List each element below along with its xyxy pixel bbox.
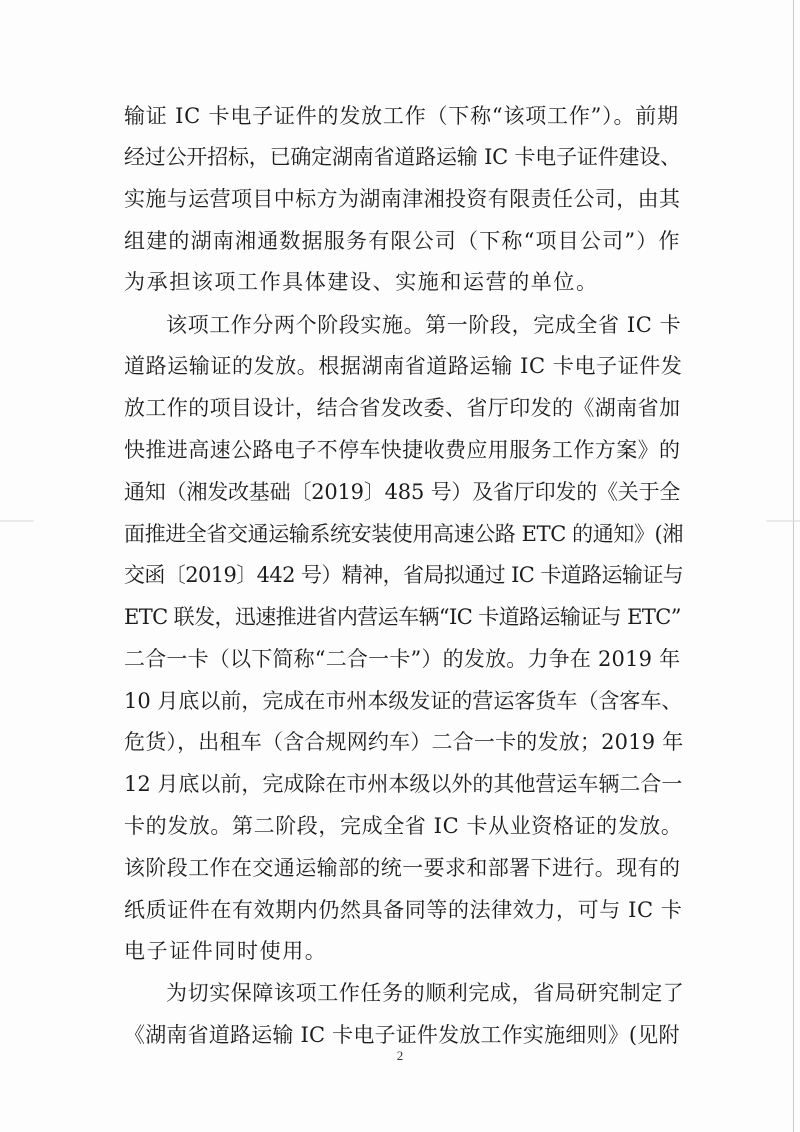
scan-mark-right [766, 520, 800, 522]
body-text-line: 危货），出租车（含合规网约车）二合一卡的发放；2019 年 [124, 730, 684, 754]
body-text-line: 实施与运营项目中标方为湖南津湘投资有限责任公司，由其 [124, 187, 681, 211]
page-number: 2 [396, 1048, 404, 1063]
scan-mark-left [0, 520, 34, 522]
body-text-line: 电子证件同时使用。 [124, 939, 328, 963]
body-text-line: 组建的湖南湘通数据服务有限公司（下称“项目公司”）作 [124, 229, 681, 253]
body-text-line: 该阶段工作在交通运输部的统一要求和部署下进行。现有的 [124, 856, 681, 880]
body-text-line: ETC 联发，迅速推进省内营运车辆“IC 卡道路运输证与 ETC” [124, 605, 681, 629]
body-text-line: 交函〔2019〕442 号）精神，省局拟通过 IC 卡道路运输证与 [124, 563, 684, 587]
paragraph-first-line: 该项工作分两个阶段实施。第一阶段，完成全省 IC 卡 [166, 313, 682, 337]
body-text-line: 通知（湘发改基础〔2019〕485 号）及省厅印发的《关于全 [124, 480, 681, 504]
body-text-line: 放工作的项目设计，结合省发改委、省厅印发的《湖南省加 [124, 396, 681, 420]
body-text-line: 道路运输证的发放。根据湖南省道路运输 IC 卡电子证件发 [124, 354, 683, 378]
body-text-line: 快推进高速公路电子不停车快捷收费应用服务工作方案》的 [124, 438, 681, 462]
body-text-line: 《湖南省道路运输 IC 卡电子证件发放工作实施细则》(见附 [124, 1023, 680, 1047]
body-text-line: 为承担该项工作具体建设、实施和运营的单位。 [124, 270, 599, 294]
scan-edge-line [793, 0, 794, 1132]
body-text-line: 12 月底以前，完成除在市州本级以外的其他营运车辆二合一 [124, 772, 683, 796]
body-text-line: 纸质证件在有效期内仍然具备同等的法律效力，可与 IC 卡 [124, 898, 683, 922]
body-text-line: 10 月底以前，完成在市州本级发证的营运客货车（含客车、 [124, 689, 683, 713]
body-text-line: 经过公开招标，已确定湖南省道路运输 IC 卡电子证件建设、 [124, 145, 681, 169]
body-text-line: 二合一卡（以下简称“二合一卡”）的发放。力争在 2019 年 [124, 647, 681, 671]
body-text-line: 卡的发放。第二阶段，完成全省 IC 卡从业资格证的发放。 [124, 814, 683, 838]
paragraph-first-line: 为切实保障该项工作任务的顺利完成，省局研究制定了 [166, 981, 685, 1005]
body-text-line: 输证 IC 卡电子证件的发放工作（下称“该项工作”）。前期 [124, 104, 679, 128]
body-text-line: 面推进全省交通运输系统安装使用高速公路 ETC 的通知》(湘 [124, 522, 683, 546]
